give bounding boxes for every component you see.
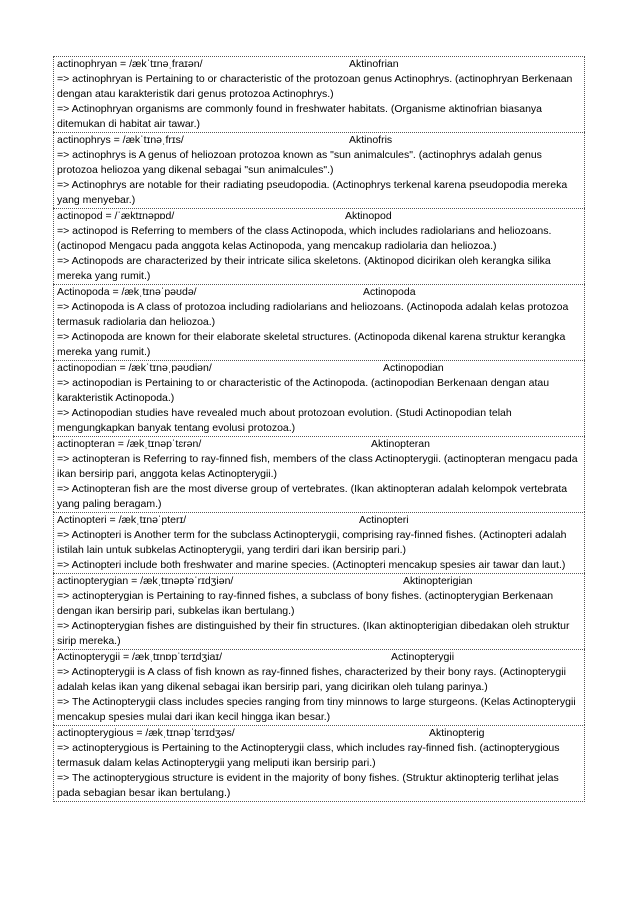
entry-term: Actinopoda = /ækˌtɪnəˈpəʊdə/ bbox=[57, 286, 197, 298]
entry-term: actinopteran = /ækˌtɪnəpˈtɛrən/ bbox=[57, 438, 202, 450]
entry-definition: => Actinopterygii is A class of fish known as ray-finned fishes, characterized by their bony rays. (Actinopterygii adalah kelas ikan yang dikenal sebagai ikan bersirip pari, yang dicirikan oleh tulang parinya.) bbox=[57, 666, 566, 693]
entry-actinopteri bbox=[53, 512, 585, 573]
entry-term: Actinopteri = /ækˌtɪnəˈpterɪ/ bbox=[57, 514, 187, 526]
entry-head bbox=[57, 57, 582, 72]
entry-translation: Aktinofris bbox=[349, 134, 393, 146]
entry-actinopteran bbox=[53, 436, 585, 512]
entry-translation: Actinopterygii bbox=[391, 651, 455, 663]
entry-definition: => Actinopoda is A class of protozoa including radiolarians and heliozoans. (Actinopoda adalah kelas protozoa termasuk radiolaria dan heliozoa.) bbox=[57, 301, 569, 328]
entry-head bbox=[57, 209, 582, 224]
entry-head bbox=[57, 361, 582, 376]
entry-translation: Actinopteri bbox=[359, 514, 409, 526]
entry-example: => Actinopods are characterized by their intricate silica skeletons. (Aktinopod dicirikan oleh kerangka silika mereka yang rumit.) bbox=[57, 255, 551, 282]
entry-definition: => actinopterygious is Pertaining to the Actinopterygii class, which includes ray-finned fish. (actinopterygious termasuk dalam kelas Actinopterygii yang meliputi ikan bersirip pari.) bbox=[57, 742, 560, 769]
entry-definition: => Actinopteri is Another term for the subclass Actinopterygii, comprising ray-finned fishes. (Actinopteri adalah istilah lain untuk subkelas Actinopterygii, yang terdiri dari ikan bersirip pari.) bbox=[57, 529, 567, 556]
entry-translation: Aktinofrian bbox=[349, 58, 399, 70]
entry-example: => Actinopodian studies have revealed much about protozoan evolution. (Studi Actinopodian telah mengungkapkan banyak tentang evolusi protozoa.) bbox=[57, 407, 512, 434]
entry-translation: Actinopodian bbox=[383, 362, 444, 374]
entry-translation: Aktinopterigian bbox=[403, 575, 473, 587]
entry-example: => The actinopterygious structure is evident in the majority of bony fishes. (Struktur aktinopterig terlihat jelas pada sebagian besar ikan bertulang.) bbox=[57, 772, 559, 799]
entry-head bbox=[57, 437, 582, 452]
entry-example: => Actinopterygian fishes are distinguished by their fin structures. (Ikan aktinopterigian dibedakan oleh struktur sirip mereka.) bbox=[57, 620, 570, 647]
entry-translation: Aktinopteran bbox=[371, 438, 430, 450]
entry-example: => Actinopoda are known for their elaborate skeletal structures. (Actinopoda dikenal karena struktur kerangka mereka yang rumit.) bbox=[57, 331, 566, 358]
entry-definition: => actinophrys is A genus of heliozoan protozoa known as "sun animalcules". (actinophrys adalah genus protozoa heliozoa yang dikenal sebagai "sun animalcules".) bbox=[57, 149, 542, 176]
entry-head bbox=[57, 285, 582, 300]
entry-head bbox=[57, 726, 582, 741]
entry-actinopod bbox=[53, 208, 585, 284]
entry-actinophryan bbox=[53, 56, 585, 132]
entry-head bbox=[57, 133, 582, 148]
entry-example: => Actinophryan organisms are commonly found in freshwater habitats. (Organisme aktinofrian biasanya ditemukan di habitat air tawar.) bbox=[57, 103, 542, 130]
entry-translation: Aktinopod bbox=[345, 210, 392, 222]
entry-definition: => actinopteran is Referring to ray-finned fish, members of the class Actinopterygii. (actinopteran mengacu pada ikan bersirip pari, anggota kelas Actinopterygii.) bbox=[57, 453, 578, 480]
entry-head bbox=[57, 574, 582, 589]
entry-definition: => actinopodian is Pertaining to or characteristic of the Actinopoda. (actinopodian Berkenaan dengan atau karakteristik Actinopoda.) bbox=[57, 377, 550, 404]
entry-term: Actinopterygii = /ækˌtɪnɒpˈtɛrɪdʒiaɪ/ bbox=[57, 651, 223, 663]
entry-translation: Actinopoda bbox=[363, 286, 416, 298]
entry-head bbox=[57, 650, 582, 665]
entry-example: => Actinopteri include both freshwater and marine species. (Actinopteri mencakup spesies air tawar dan laut.) bbox=[57, 559, 566, 571]
entry-actinopoda bbox=[53, 284, 585, 360]
entry-term: actinophrys = /ækˈtɪnəˌfrɪs/ bbox=[57, 134, 184, 146]
entry-translation: Aktinopterig bbox=[429, 727, 485, 739]
entry-term: actinophryan = /ækˈtɪnəˌfraɪən/ bbox=[57, 58, 203, 70]
entry-term: actinopod = /ˈæktɪnəpɒd/ bbox=[57, 210, 175, 222]
dictionary-table bbox=[53, 56, 585, 802]
entry-definition: => actinopterygian is Pertaining to ray-finned fishes, a subclass of bony fishes. (actinopterygian Berkenaan dengan ikan bersirip pari, subkelas ikan bertulang.) bbox=[57, 590, 554, 617]
entry-actinopterygian bbox=[53, 573, 585, 649]
entry-actinopterygii bbox=[53, 649, 585, 725]
entry-example: => The Actinopterygii class includes species ranging from tiny minnows to large sturgeons. (Kelas Actinopterygii mencakup spesies mulai dari ikan kecil hingga ikan besar.) bbox=[57, 696, 576, 723]
entry-actinophrys bbox=[53, 132, 585, 208]
entry-definition: => actinophryan is Pertaining to or characteristic of the protozoan genus Actinophrys. (actinophryan Berkenaan dengan atau karakteristik dari genus protozoa Actinophrys.) bbox=[57, 73, 573, 100]
entry-head bbox=[57, 513, 582, 528]
entry-term: actinopterygious = /ækˌtɪnəpˈtɛrɪdʒəs/ bbox=[57, 727, 235, 739]
entry-term: actinopodian = /ækˈtɪnəˌpəʊdiən/ bbox=[57, 362, 212, 374]
entry-term: actinopterygian = /ækˌtɪnəptəˈrɪdʒiən/ bbox=[57, 575, 234, 587]
entry-definition: => actinopod is Referring to members of the class Actinopoda, which includes radiolarians and heliozoans. (actinopod Mengacu pada anggota kelas Actinopoda, yang mencakup radiolaria dan heliozoa.) bbox=[57, 225, 552, 252]
entry-example: => Actinophrys are notable for their radiating pseudopodia. (Actinophrys terkenal karena pseudopodia mereka yang menyebar.) bbox=[57, 179, 568, 206]
entry-actinopodian bbox=[53, 360, 585, 436]
entry-example: => Actinopteran fish are the most diverse group of vertebrates. (Ikan aktinopteran adalah kelompok vertebrata yang paling beragam.) bbox=[57, 483, 568, 510]
entry-actinopterygious bbox=[53, 725, 585, 802]
